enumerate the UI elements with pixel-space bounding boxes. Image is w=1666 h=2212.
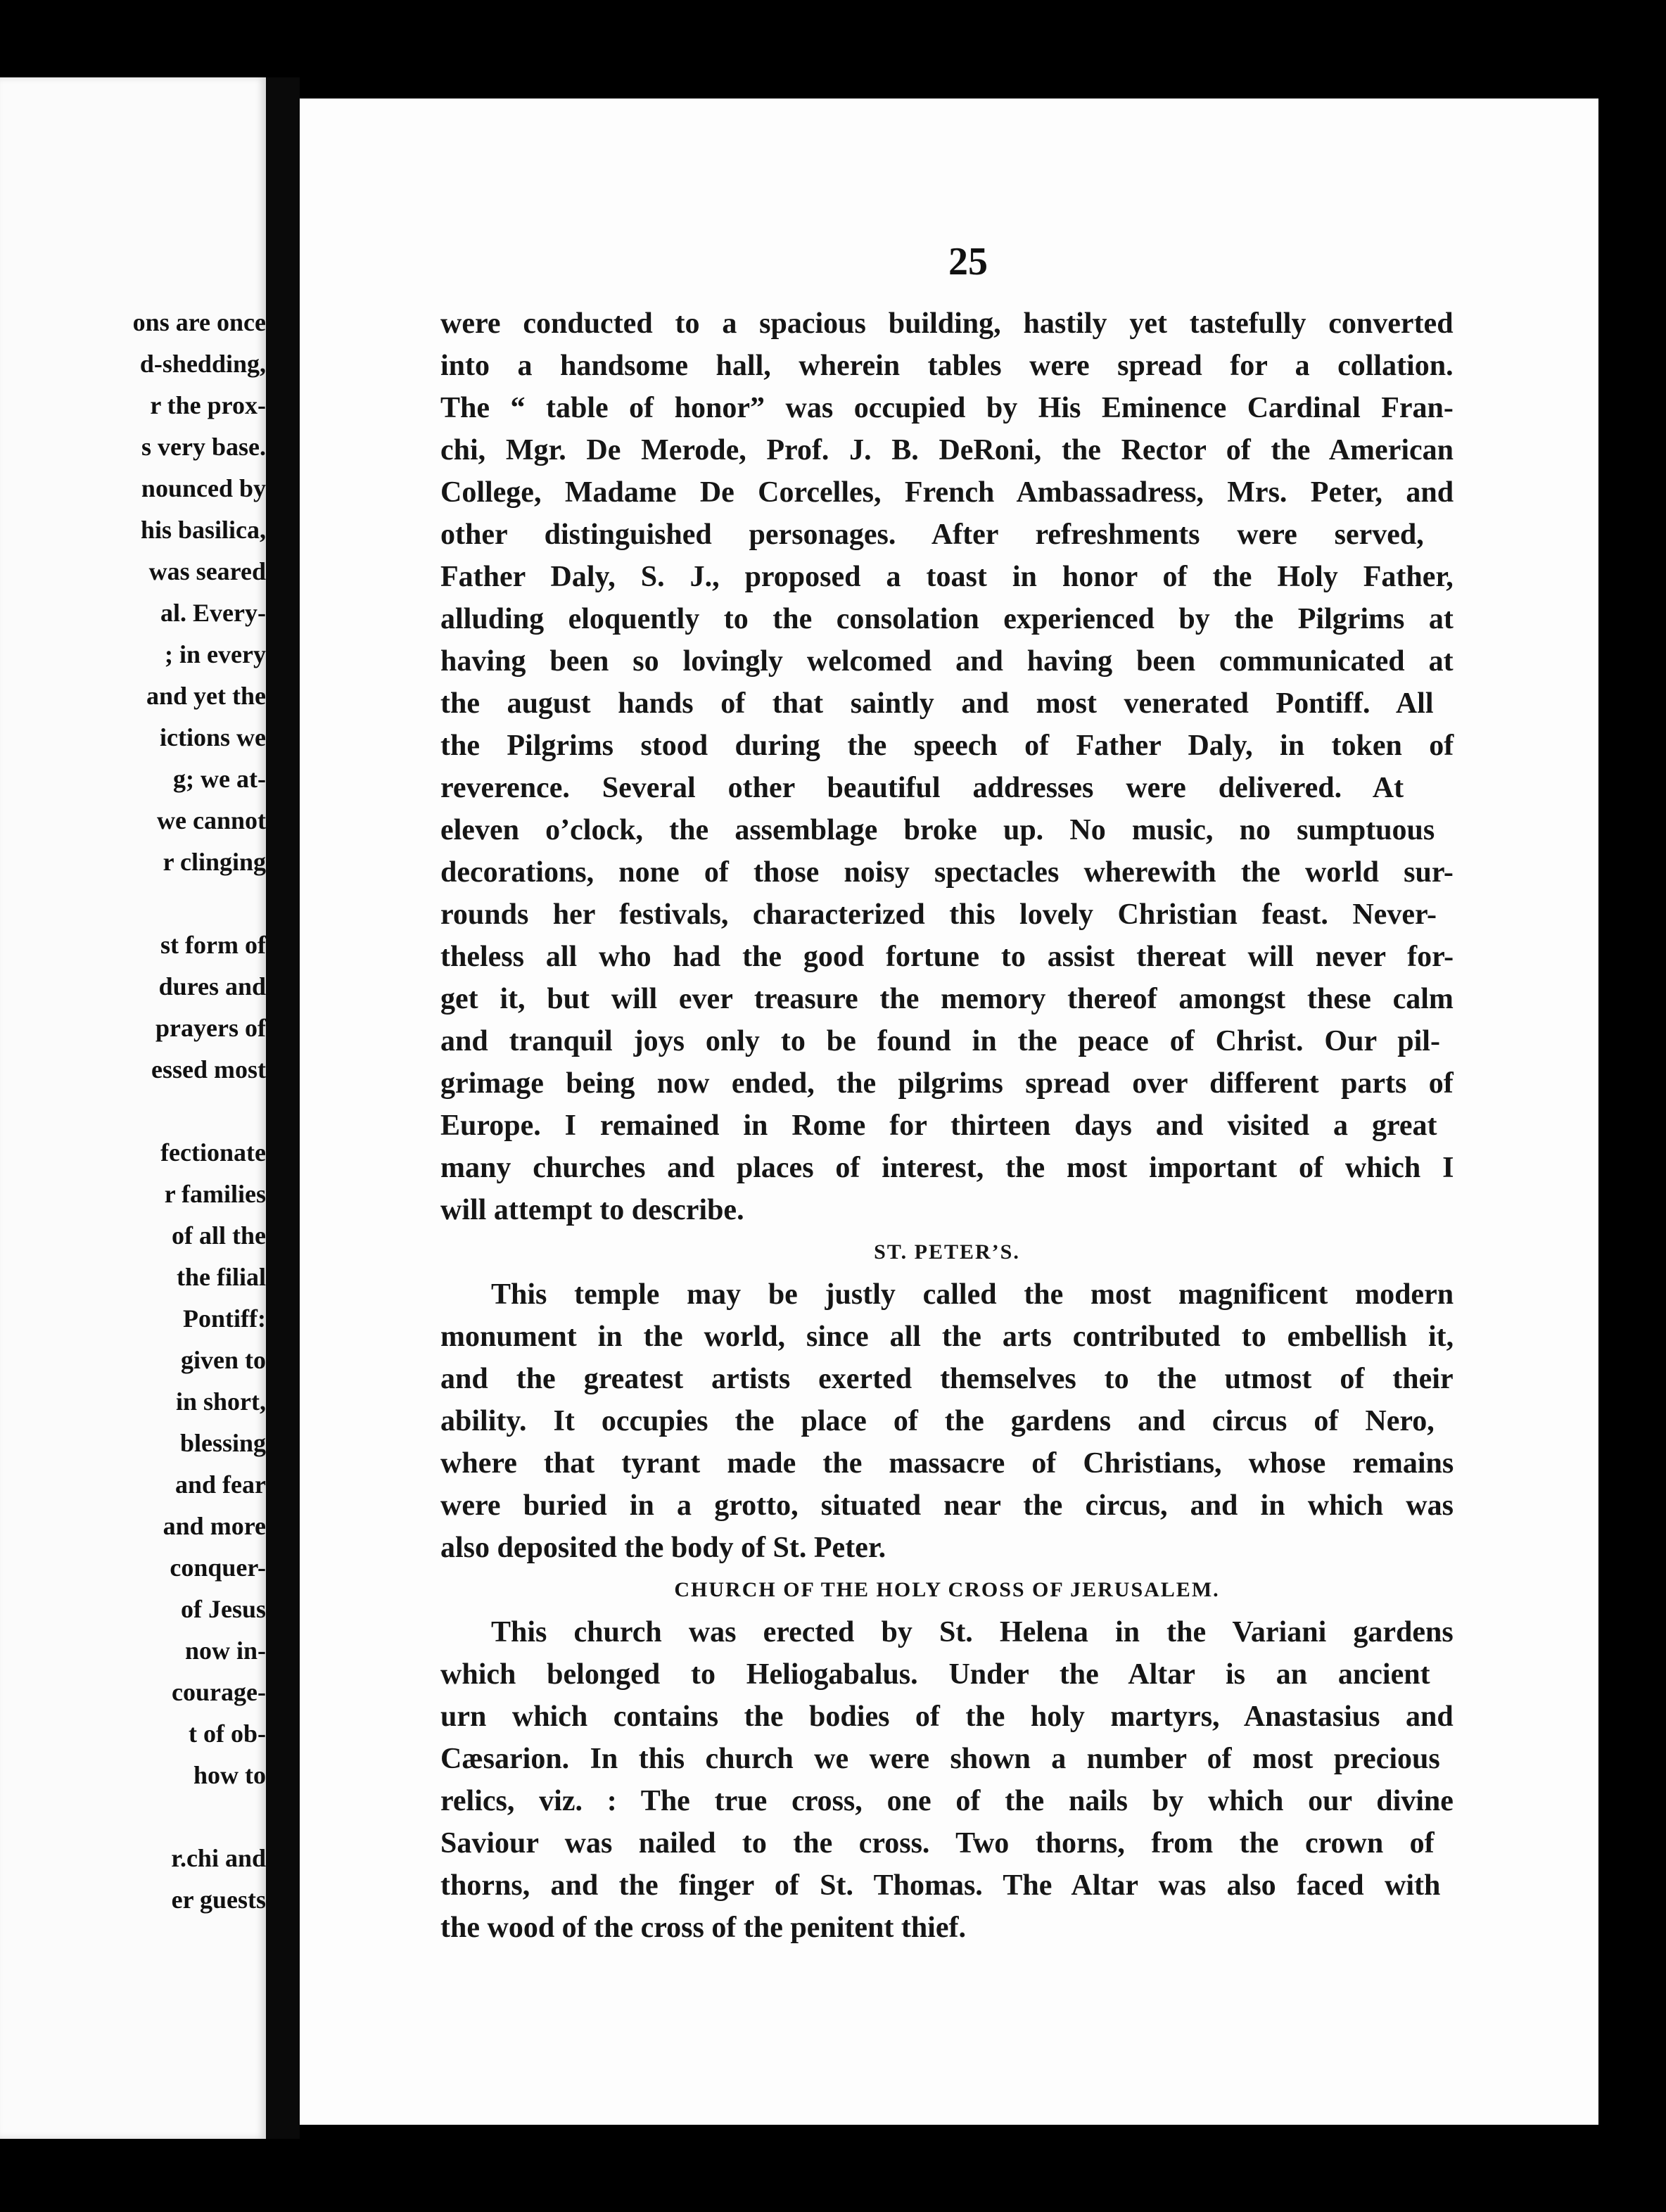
left-page-line: we cannot: [157, 806, 266, 834]
left-page-line: was seared: [148, 557, 266, 585]
text-line: and the greatest artists exerted themselves to the utmost of their: [440, 1363, 1454, 1395]
text-line: relics, viz. : The true cross, one of the nails by which our divine: [440, 1785, 1454, 1817]
text-line: rounds her festivals, characterized this lovely Christian feast. Never-: [440, 898, 1437, 931]
text-line: other distinguished personages. After refreshments were served,: [440, 519, 1424, 551]
right-page: [300, 98, 1598, 2125]
text-line: Saviour was nailed to the cross. Two thorns, from the crown of: [440, 1827, 1435, 1860]
left-page-line: r.chi and: [171, 1844, 266, 1872]
text-line: reverence. Several other beautiful addresses were delivered. At: [440, 772, 1404, 804]
text-line: ability. It occupies the place of the gardens and circus of Nero,: [440, 1405, 1435, 1437]
left-page-line: ons are once: [132, 308, 266, 336]
left-page-line: t of ob-: [189, 1720, 266, 1748]
text-line: alluding eloquently to the consolation experienced by the Pilgrims at: [440, 603, 1454, 635]
text-line: and tranquil joys only to be found in the peace of Christ. Our pil-: [440, 1025, 1440, 1057]
text-line: were buried in a grotto, situated near the circus, and in which was: [440, 1489, 1454, 1522]
text-line: thorns, and the finger of St. Thomas. The Altar was also faced with: [440, 1869, 1441, 1902]
text-line: which belonged to Heliogabalus. Under the Altar is an ancient: [440, 1658, 1430, 1691]
page-text: [440, 303, 1454, 1949]
heading-holy-cross: CHURCH OF THE HOLY CROSS OF JERUSALEM.: [674, 1578, 1220, 1601]
text-line: theless all who had the good fortune to assist thereat will never for-: [440, 941, 1454, 973]
left-page-line: and more: [163, 1512, 266, 1540]
paragraph-collation: [440, 303, 1454, 1231]
book-gutter: [266, 77, 300, 2139]
left-page-line: r families: [164, 1180, 266, 1208]
left-page-line: r clinging: [163, 848, 266, 876]
left-page-line: conquer-: [170, 1553, 266, 1582]
left-page-line: of all the: [172, 1221, 266, 1250]
text-line: the august hands of that saintly and most venerated Pontiff. All: [440, 687, 1434, 720]
left-page-line: in short,: [175, 1387, 266, 1416]
text-line: urn which contains the bodies of the holy martyrs, Anastasius and: [440, 1701, 1454, 1733]
text-line: College, Madame De Corcelles, French Ambassadress, Mrs. Peter, and: [440, 476, 1454, 509]
text-line: will attempt to describe.: [440, 1194, 744, 1226]
left-page-line: prayers of: [155, 1014, 266, 1042]
left-page-line: and yet the: [146, 682, 266, 710]
text-line: Europe. I remained in Rome for thirteen days and visited a great: [440, 1110, 1437, 1142]
left-page: [0, 77, 266, 2139]
left-page-line: courage-: [172, 1678, 266, 1706]
left-page-line: ictions we: [160, 723, 266, 751]
text-line: also deposited the body of St. Peter.: [440, 1532, 886, 1564]
text-line: This church was erected by St. Helena in the Variani gardens: [491, 1616, 1454, 1648]
text-line: decorations, none of those noisy spectacles wherewith the world sur-: [440, 856, 1454, 889]
left-page-line: now in-: [184, 1636, 266, 1665]
left-page-line: how to: [193, 1761, 266, 1789]
heading-st-peters: ST. PETER’S.: [874, 1240, 1020, 1264]
text-line: eleven o’clock, the assemblage broke up. No music, no sumptuous: [440, 814, 1435, 846]
text-line: into a handsome hall, wherein tables were spread for a collation.: [440, 350, 1454, 382]
left-page-line: dures and: [158, 972, 266, 1000]
left-page-line: his basilica,: [140, 516, 266, 544]
text-line: the wood of the cross of the penitent thief.: [440, 1912, 966, 1944]
left-page-line: nounced by: [141, 474, 266, 502]
scan-border: [1598, 77, 1666, 2139]
left-page-line: given to: [181, 1346, 266, 1374]
left-page-line: al. Every-: [160, 599, 266, 627]
left-page-line: Pontiff:: [183, 1304, 266, 1333]
left-page-line: and fear: [175, 1470, 266, 1499]
text-line: having been so lovingly welcomed and having been communicated at: [440, 645, 1454, 678]
text-line: get it, but will ever treasure the memory thereof amongst these calm: [440, 983, 1454, 1015]
left-page-line: the filial: [177, 1263, 266, 1291]
paragraph-holy-cross: [440, 1611, 1454, 1949]
left-page-line: d-shedding,: [139, 350, 266, 378]
left-page-line: r the prox-: [150, 391, 266, 419]
page-number: 25: [948, 240, 988, 284]
left-page-line: er guests: [171, 1886, 266, 1914]
paragraph-st-peters: [440, 1273, 1454, 1569]
text-line: many churches and places of interest, the most important of which I: [440, 1152, 1454, 1184]
text-line: Father Daly, S. J., proposed a toast in honor of the Holy Father,: [440, 561, 1454, 593]
text-line: were conducted to a spacious building, hastily yet tastefully converted: [440, 307, 1454, 340]
left-page-line: fectionate: [160, 1138, 266, 1167]
text-line: The “ table of honor” was occupied by His Eminence Cardinal Fran-: [440, 392, 1454, 424]
left-page-line: g; we at-: [173, 765, 266, 793]
text-line: grimage being now ended, the pilgrims spread over different parts of: [440, 1067, 1454, 1100]
text-line: Cæsarion. In this church we were shown a number of most precious: [440, 1743, 1440, 1775]
text-line: This temple may be justly called the most magnificent modern: [491, 1278, 1454, 1311]
left-page-line: st form of: [160, 931, 266, 959]
left-page-line: blessing: [179, 1429, 266, 1457]
left-page-line: ; in every: [165, 640, 266, 668]
text-line: where that tyrant made the massacre of Christians, whose remains: [440, 1447, 1454, 1480]
text-line: chi, Mgr. De Merode, Prof. J. B. DeRoni, the Rector of the American: [440, 434, 1454, 466]
left-page-line: essed most: [151, 1055, 266, 1083]
text-line: monument in the world, since all the arts contributed to embellish it,: [440, 1321, 1454, 1353]
left-page-line: s very base.: [141, 433, 266, 461]
left-page-line: of Jesus: [180, 1595, 266, 1623]
text-line: the Pilgrims stood during the speech of Father Daly, in token of: [440, 730, 1454, 762]
